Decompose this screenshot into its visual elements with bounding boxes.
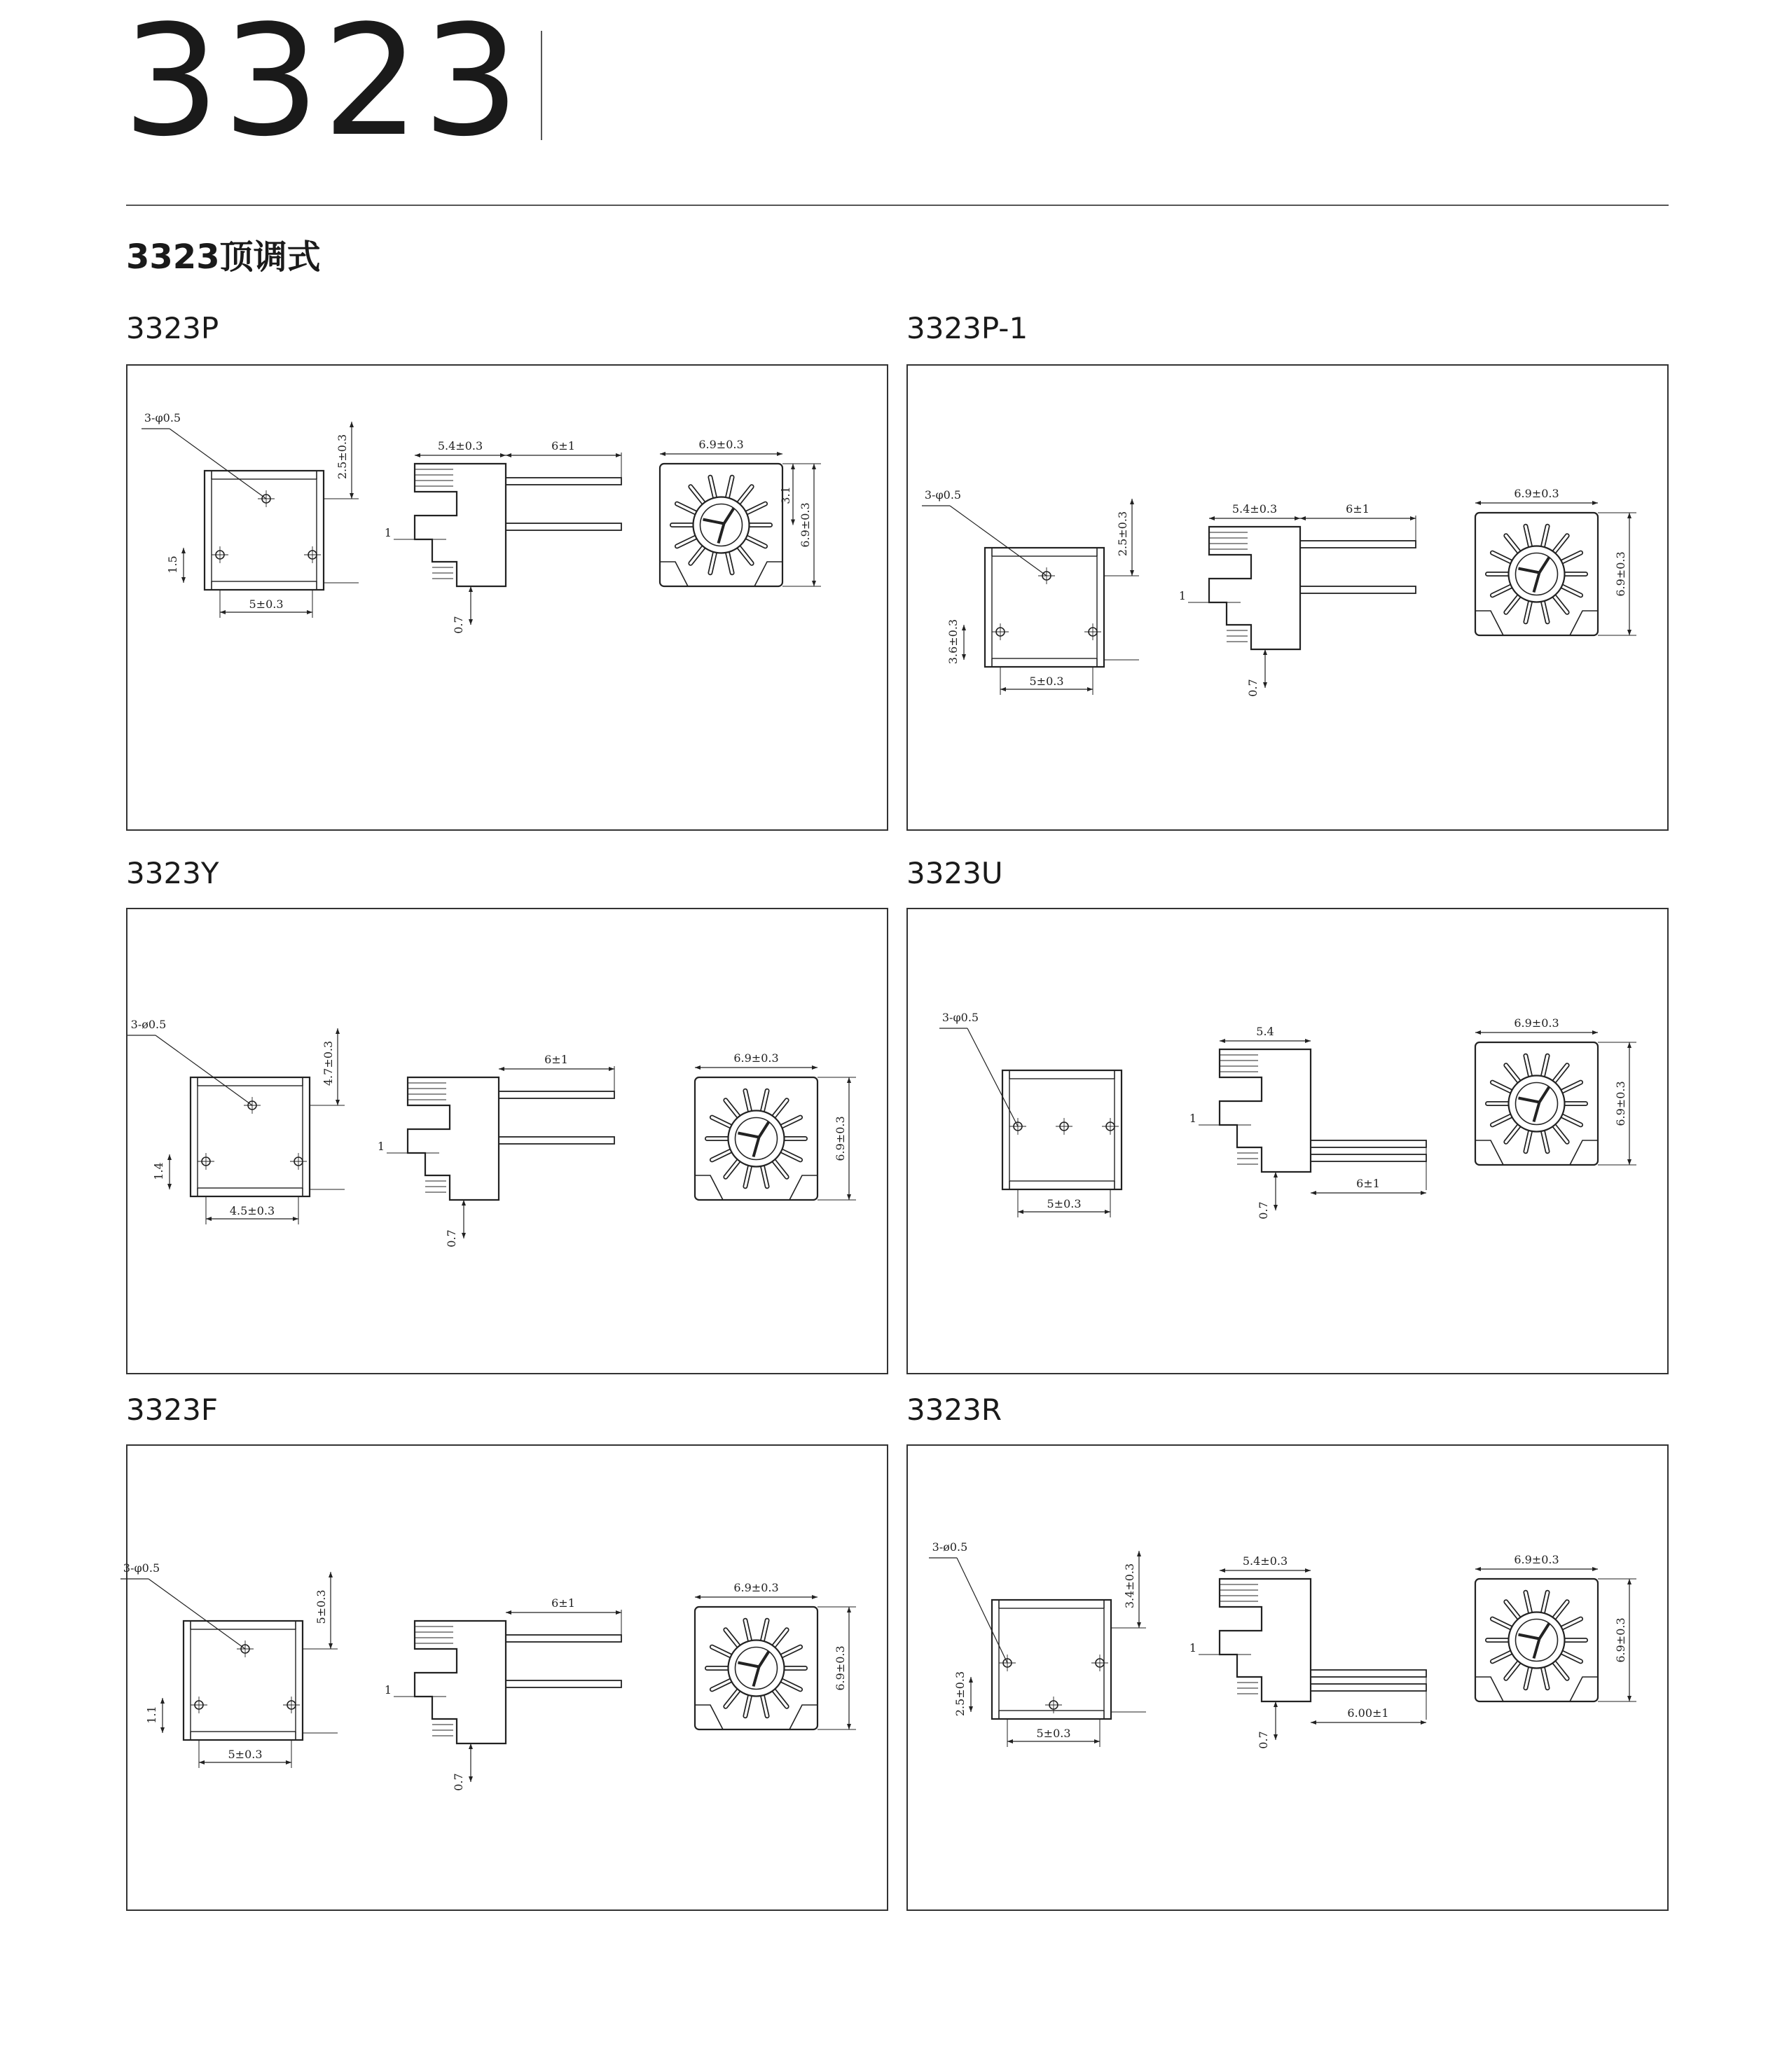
rotor-view <box>1475 1016 1636 1165</box>
side-view <box>385 1596 621 1791</box>
lead-length-dimension: 6±1 <box>551 1596 575 1610</box>
depth-dimension: 5.4±0.3 <box>1242 1554 1288 1568</box>
rotor-icon <box>1509 1612 1565 1669</box>
rotor-view <box>1475 487 1636 635</box>
side-view <box>378 1053 614 1248</box>
width-dimension: 6.9±0.3 <box>1514 487 1559 500</box>
height-dimension: 6.9±0.3 <box>1614 1617 1627 1663</box>
rotor-icon <box>1509 1076 1565 1132</box>
technical-drawing <box>127 366 887 829</box>
width-dimension: 6.9±0.3 <box>698 438 744 451</box>
foot-dimension: 0.7 <box>1246 679 1260 697</box>
side-offset-dimension: 2.5±0.3 <box>953 1671 967 1717</box>
front-view <box>929 1540 1146 1747</box>
rotor-icon <box>729 1111 785 1167</box>
depth-dimension: 5.4±0.3 <box>437 439 483 453</box>
pitch-dimension: 4.5±0.3 <box>229 1204 275 1217</box>
technical-drawing <box>127 909 887 1373</box>
lead-length-dimension: 6.00±1 <box>1347 1706 1389 1720</box>
lead-length-dimension: 6±1 <box>1346 502 1369 516</box>
rotor-view <box>660 438 821 586</box>
side-offset-dimension: 1.4 <box>152 1162 165 1180</box>
pitch-dimension: 5±0.3 <box>228 1748 263 1761</box>
width-dimension: 6.9±0.3 <box>733 1051 779 1065</box>
side-view <box>1189 1554 1426 1749</box>
depth-dimension: 5.4±0.3 <box>1231 502 1278 516</box>
side-view <box>1189 1025 1426 1220</box>
rotor-view <box>695 1051 856 1200</box>
model-title: 3323 <box>123 0 523 170</box>
foot-dimension: 0.7 <box>1257 1731 1270 1749</box>
height-dimension: 6.9±0.3 <box>799 502 812 548</box>
rotor-view <box>695 1581 856 1729</box>
pin-offset-dimension: 1 <box>1178 589 1187 602</box>
hole-spec-label: 3-ø0.5 <box>130 1018 167 1031</box>
pin-offset-dimension: 1 <box>377 1140 385 1153</box>
side-offset-dimension: 1.1 <box>145 1706 158 1724</box>
technical-drawing <box>908 366 1667 829</box>
panel-label-3323f: 3323F <box>126 1393 219 1427</box>
side-view <box>385 439 621 634</box>
drawing-panel-3323p-1 <box>906 364 1669 831</box>
width-dimension: 6.9±0.3 <box>733 1581 779 1594</box>
top-offset-dimension: 2.5±0.3 <box>336 434 349 480</box>
width-dimension: 6.9±0.3 <box>1514 1016 1559 1030</box>
panel-label-3323p: 3323P <box>126 311 219 345</box>
top-offset-dimension: 4.7±0.3 <box>322 1040 335 1086</box>
hole-spec-label: 3-φ0.5 <box>941 1011 979 1024</box>
pitch-dimension: 5±0.3 <box>1047 1197 1082 1210</box>
technical-drawing <box>908 909 1667 1373</box>
foot-dimension: 0.7 <box>452 1773 465 1791</box>
side-view <box>1179 502 1416 697</box>
depth-dimension: 5.4 <box>1256 1025 1274 1038</box>
panel-label-3323p-1: 3323P-1 <box>906 311 1028 345</box>
title-divider <box>541 31 542 140</box>
pin-offset-dimension: 1 <box>1189 1641 1197 1655</box>
header-rule <box>126 205 1669 206</box>
side-offset-dimension: 3.6±0.3 <box>946 619 960 665</box>
height-dimension: 6.9±0.3 <box>834 1645 847 1691</box>
pin-offset-dimension: 1 <box>384 526 392 539</box>
pitch-dimension: 5±0.3 <box>1029 675 1064 688</box>
drawing-panel-3323y <box>126 908 888 1374</box>
hole-spec-label: 3-φ0.5 <box>144 411 181 424</box>
top-offset-dimension: 2.5±0.3 <box>1116 511 1129 557</box>
technical-drawing <box>908 1446 1667 1909</box>
front-view <box>127 1018 345 1224</box>
width-dimension: 6.9±0.3 <box>1514 1553 1559 1566</box>
front-view <box>922 488 1139 695</box>
rotor-icon <box>729 1641 785 1697</box>
rotor-icon <box>694 497 750 553</box>
height-dimension: 6.9±0.3 <box>1614 551 1627 597</box>
top-offset-dimension: 5±0.3 <box>315 1589 328 1624</box>
technical-drawing <box>123 1446 887 1909</box>
center-offset-dimension: 3.1 <box>779 486 792 504</box>
height-dimension: 6.9±0.3 <box>834 1116 847 1161</box>
hole-spec-label: 3-φ0.5 <box>924 488 962 502</box>
drawing-panel-3323p <box>126 364 888 831</box>
foot-dimension: 0.7 <box>452 616 465 634</box>
pitch-dimension: 5±0.3 <box>1036 1727 1071 1740</box>
hole-spec-label: 3-φ0.5 <box>123 1561 160 1575</box>
foot-dimension: 0.7 <box>1257 1201 1270 1220</box>
panel-label-3323u: 3323U <box>906 856 1003 890</box>
pin-offset-dimension: 1 <box>1189 1112 1197 1125</box>
front-view <box>939 1011 1122 1217</box>
front-view <box>142 411 359 618</box>
drawing-panel-3323r <box>906 1444 1669 1911</box>
rotor-icon <box>1509 546 1565 602</box>
pin-offset-dimension: 1 <box>384 1683 392 1697</box>
section-title: 3323顶调式 <box>126 237 321 277</box>
panel-label-3323r: 3323R <box>906 1393 1002 1427</box>
foot-dimension: 0.7 <box>445 1229 458 1248</box>
panel-label-3323y: 3323Y <box>126 856 219 890</box>
pitch-dimension: 5±0.3 <box>249 598 284 611</box>
rotor-view <box>1475 1553 1636 1701</box>
lead-length-dimension: 6±1 <box>551 439 575 453</box>
top-offset-dimension: 3.4±0.3 <box>1123 1563 1136 1609</box>
lead-length-dimension: 6±1 <box>544 1053 568 1066</box>
height-dimension: 6.9±0.3 <box>1614 1081 1627 1126</box>
lead-length-dimension: 6±1 <box>1356 1177 1380 1190</box>
drawing-panel-3323u <box>906 908 1669 1374</box>
front-view <box>120 1561 338 1768</box>
side-offset-dimension: 1.5 <box>166 555 179 574</box>
drawing-panel-3323f <box>123 1444 888 1911</box>
hole-spec-label: 3-ø0.5 <box>932 1540 968 1554</box>
